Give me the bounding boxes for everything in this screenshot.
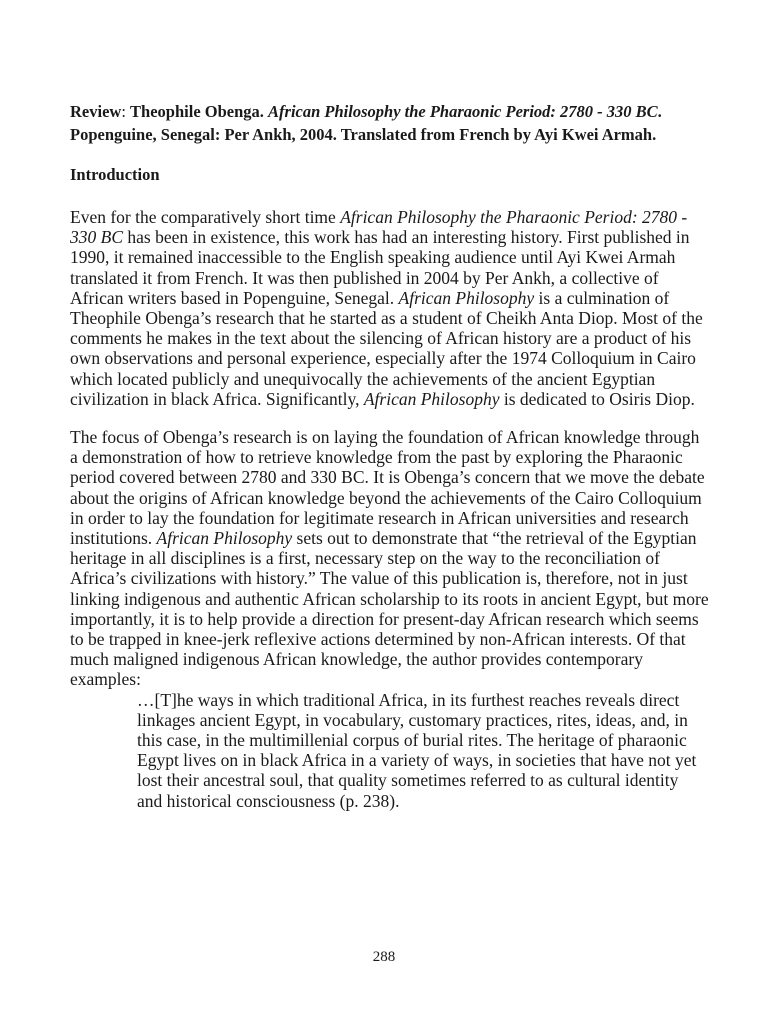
document-page <box>70 100 710 811</box>
page-number: 288 <box>372 949 396 965</box>
review-author: Theophile Obenga. <box>130 102 269 121</box>
paragraph-1-text-3: is a culmination of Theophile Obenga’s research that he started as a student of Cheikh Anta Diop. Most of the comments he makes in the text about the silencing of African history are a product of his own observations and personal experience, especially after the 1974 Colloquium in Cairo which located publicly and unequivocally the achievements of the ancient Egyptian civilization in black Africa. Significantly, <box>70 287 703 409</box>
paragraph-2-text-2: sets out to demonstrate that “the retrieval of the Egyptian heritage in all disciplines is a first, necessary step on the way to the reconciliation of Africa’s civilizations with history.” The value of this publication is, therefore, not in just linking indigenous and authentic African scholarship to its roots in ancient Egypt, but more importantly, it is to help provide a direction for present-day African research which seems to be trapped in knee-jerk reflexive actions determined by non-African interests. Of that much maligned indigenous African knowledge, the author provides contemporary examples: <box>70 528 709 690</box>
block-quote: …[T]he ways in which traditional Africa, in its furthest reaches reveals direct linkages ancient Egypt, in vocabulary, customary practices, rites, ideas, and, in this case, in the multimillenial corpus of burial rites. The heritage of pharaonic Egypt lives on in black Africa in a variety of ways, in societies that have not yet lost their ancestral soul, that quality sometimes referred to as cultural identity and historical consciousness (p. 238). <box>137 689 697 811</box>
paragraph-2-text-1: The focus of Obenga’s research is on laying the foundation of African knowledge through a demonstration of how to retrieve knowledge from the past by exploring the Pharaonic period covered between 2780 and 330 BC. It is Obenga’s concern that we move the debate about the origins of African knowledge beyond the achievements of the Cairo Colloquium in order to lay the foundation for legitimate research in African universities and research institutions. <box>70 427 705 549</box>
paragraph-1 <box>70 207 710 409</box>
paragraph-2-book-short-title: African Philosophy <box>156 528 293 549</box>
review-label: Review <box>70 102 122 121</box>
introduction-heading: Introduction <box>70 165 160 184</box>
paragraph-1-text-2: has been in existence, this work has had an interesting history. First published in 1990, it remained inaccessible to the English speaking audience until Ayi Kwei Armah translated it from French. It was then published in 2004 by Per Ankh, a collective of African writers based in Popenguine, Senegal. <box>70 227 690 308</box>
paragraph-1-book-short-title-2: African Philosophy <box>363 388 500 409</box>
review-colon: : <box>121 102 131 121</box>
paragraph-1-text-1: Even for the comparatively short time <box>70 207 341 227</box>
paragraph-1-text-4: is dedicated to Osiris Diop. <box>499 388 695 409</box>
paragraph-1-book-title: African Philosophy the Pharaonic Period: 2780 - 330 BC <box>70 207 688 248</box>
review-book-title: African Philosophy the Pharaonic Period: 2780 - 330 BC <box>268 102 658 121</box>
review-heading <box>70 100 710 146</box>
paragraph-1-book-short-title-1: African Philosophy <box>398 287 535 308</box>
paragraph-2 <box>70 427 710 690</box>
review-publication: . Popenguine, Senegal: Per Ankh, 2004. Translated from French by Ayi Kwei Armah. <box>70 102 662 144</box>
